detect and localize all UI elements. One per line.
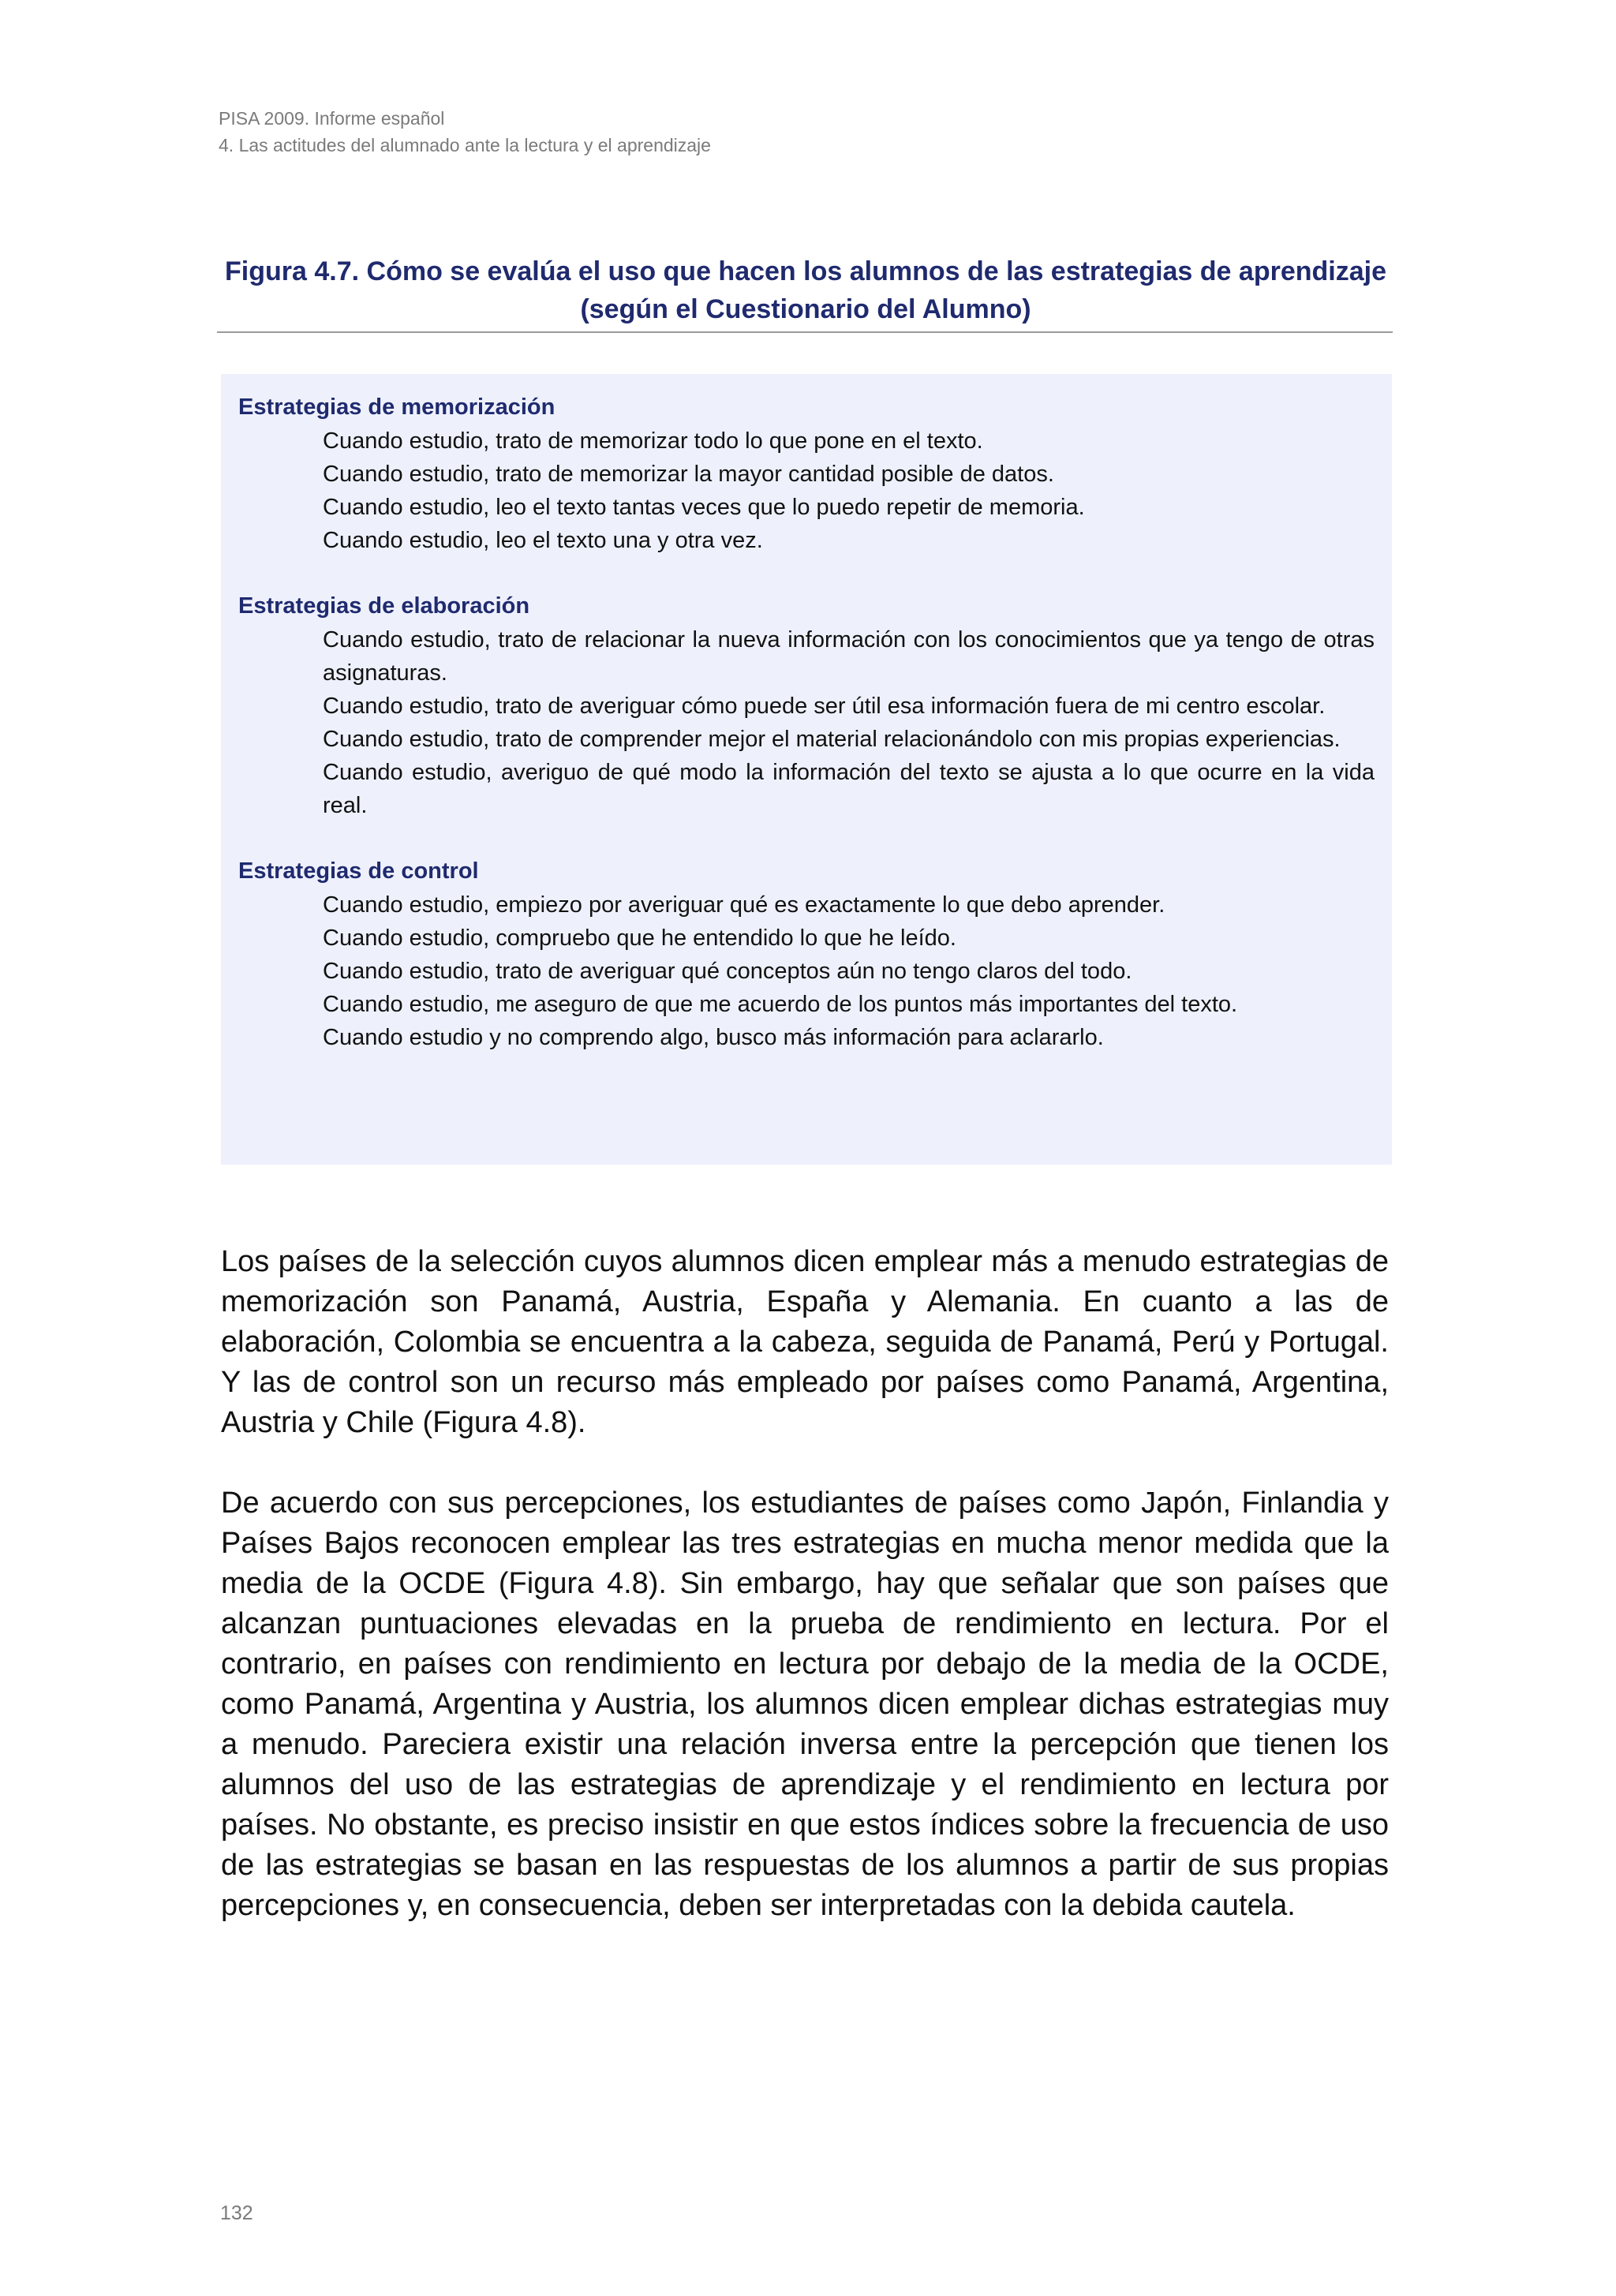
strategy-heading: Estrategias de control — [238, 858, 479, 884]
body-paragraph: De acuerdo con sus percepciones, los estudiantes de países como Japón, Finlandia y Países Bajos reconocen emplear las tres estrategias en mucha menor medida que la media de la OCDE (Figura 4.8). Sin embargo, hay que señalar que son países que alcanzan puntuaciones elevadas en la prueba de rendimiento en lectura. Por el contrario, en países con rendimiento en lectura por debajo de la media de la OCDE, como Panamá, Argentina y Austria, los alumnos dicen emplear dichas estrategias muy a menudo. Pareciera existir una relación inversa entre la percepción que tienen los alumnos del uso de las estrategias de aprendizaje y el rendimiento en lectura por países. No obstante, es preciso insistir en que estos índices sobre la frecuencia de uso de las estrategias se basan en las respuestas de los alumnos a partir de sus propias percepciones y, en consecuencia, deben ser interpretadas con la debida cautela. — [221, 1486, 1389, 1922]
figure-title-line1: Figura 4.7. Cómo se evalúa el uso que hacen los alumnos de las estrategias de aprendizaje — [225, 256, 1386, 286]
figure-title — [219, 252, 1393, 328]
strategy-item: Cuando estudio, trato de memorizar todo lo que pone en el texto. — [323, 428, 983, 454]
strategy-item: Cuando estudio, leo el texto una y otra vez. — [323, 528, 763, 553]
strategy-item: Cuando estudio, trato de memorizar la mayor cantidad posible de datos. — [323, 462, 1054, 487]
running-header-chapter: 4. Las actitudes del alumnado ante la lectura y el aprendizaje — [219, 135, 711, 155]
body-paragraph: Los países de la selección cuyos alumnos dicen emplear más a menudo estrategias de memorización son Panamá, Austria, España y Alemania. En cuanto a las de elaboración, Colombia se encuentra a la cabeza, seguida de Panamá, Perú y Portugal. Y las de control son un recurso más empleado por países como Panamá, Argentina, Austria y Chile (Figura 4.8). — [221, 1245, 1389, 1439]
strategy-box — [221, 374, 1392, 1165]
figure-divider — [217, 331, 1393, 333]
running-header — [219, 105, 711, 159]
strategy-group-elaboration — [238, 589, 1375, 822]
running-header-title: PISA 2009. Informe español — [219, 108, 445, 129]
figure-title-line2: (según el Cuestionario del Alumno) — [580, 294, 1031, 324]
strategy-item: Cuando estudio, compruebo que he entendido lo que he leído. — [323, 926, 956, 951]
strategy-item: Cuando estudio y no comprendo algo, busco más información para aclararlo. — [323, 1025, 1104, 1050]
body-text — [221, 1242, 1389, 1966]
strategy-item: Cuando estudio, trato de averiguar cómo puede ser útil esa información fuera de mi centro escolar. — [323, 694, 1326, 719]
strategy-item: Cuando estudio, trato de relacionar la nueva información con los conocimientos que ya tengo de otras asignaturas. — [323, 627, 1375, 686]
strategy-group-memorization — [238, 390, 1375, 557]
strategy-item: Cuando estudio, trato de averiguar qué conceptos aún no tengo claros del todo. — [323, 959, 1132, 984]
strategy-item: Cuando estudio, empiezo por averiguar qué es exactamente lo que debo aprender. — [323, 892, 1165, 918]
strategy-heading: Estrategias de elaboración — [238, 593, 530, 619]
strategy-group-control — [238, 854, 1375, 1054]
strategy-item: Cuando estudio, trato de comprender mejor el material relacionándolo con mis propias experiencias. — [323, 727, 1341, 752]
strategy-item: Cuando estudio, me aseguro de que me acuerdo de los puntos más importantes del texto. — [323, 992, 1238, 1017]
strategy-item: Cuando estudio, leo el texto tantas veces que lo puedo repetir de memoria. — [323, 495, 1085, 520]
strategy-item: Cuando estudio, averiguo de qué modo la información del texto se ajusta a lo que ocurre en la vida real. — [323, 760, 1375, 818]
page-number: 132 — [220, 2202, 253, 2224]
strategy-heading: Estrategias de memorización — [238, 395, 556, 420]
